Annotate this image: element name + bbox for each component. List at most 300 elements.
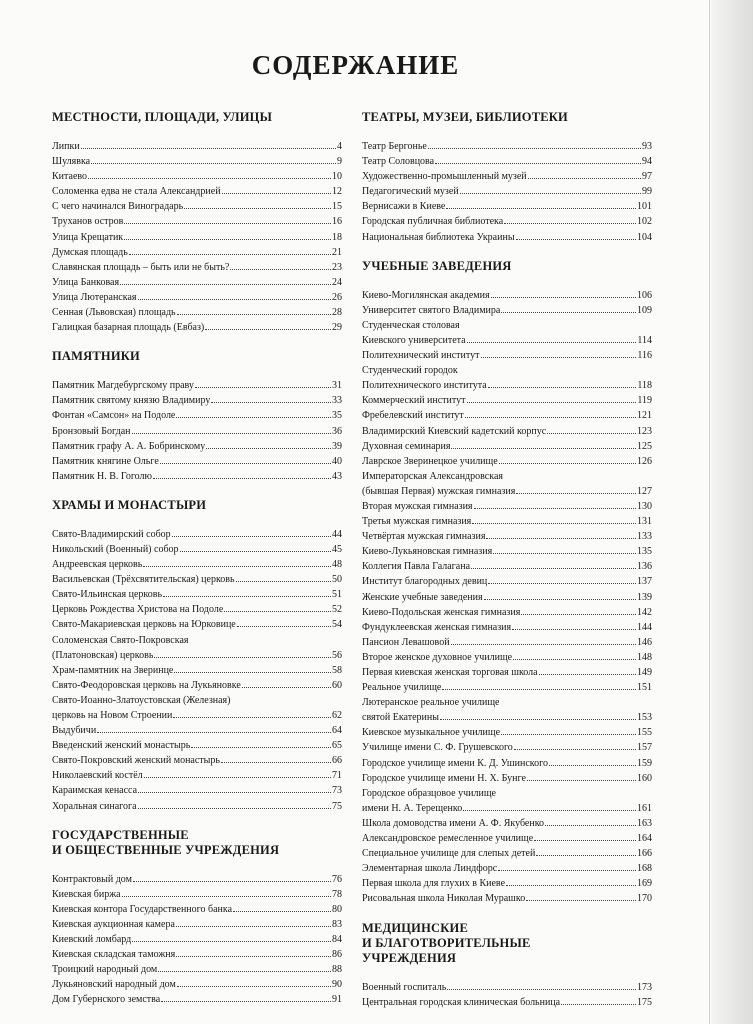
page-number: 157 bbox=[637, 742, 652, 754]
entry-title: Фонтан «Самсон» на Подоле bbox=[52, 410, 176, 422]
toc-entry bbox=[52, 214, 342, 229]
entry-title: Художественно-промышленный музей bbox=[362, 171, 527, 183]
dot-leader bbox=[501, 312, 636, 313]
dot-leader bbox=[124, 223, 331, 224]
dot-leader bbox=[122, 896, 331, 897]
toc-entry bbox=[52, 139, 342, 154]
toc-entry bbox=[52, 693, 342, 708]
dot-leader bbox=[206, 448, 331, 449]
page-number: 51 bbox=[332, 589, 342, 601]
entry-title: Реальное училище bbox=[362, 682, 442, 694]
page-number: 86 bbox=[332, 949, 342, 961]
dot-leader bbox=[435, 163, 641, 164]
dot-leader bbox=[222, 193, 331, 194]
dot-leader bbox=[460, 193, 641, 194]
toc-entry bbox=[52, 260, 342, 275]
entry-title: Первая школа для глухих в Киеве bbox=[362, 878, 506, 890]
toc-entry bbox=[362, 995, 652, 1010]
toc-entry bbox=[52, 602, 342, 617]
toc-entry bbox=[362, 348, 652, 363]
toc-entry bbox=[52, 199, 342, 214]
page-number: 130 bbox=[637, 500, 652, 512]
page-number: 50 bbox=[332, 574, 342, 586]
dot-leader bbox=[180, 551, 331, 552]
dot-leader bbox=[176, 956, 331, 957]
dot-leader bbox=[491, 297, 636, 298]
dot-leader bbox=[442, 689, 636, 690]
toc-entry bbox=[362, 439, 652, 454]
entry-title: Вернисажи в Киеве bbox=[362, 201, 446, 213]
entry-title: Лукьяновский народный дом bbox=[52, 979, 176, 991]
dot-leader bbox=[195, 387, 331, 388]
page-number: 40 bbox=[332, 455, 342, 467]
page-number: 153 bbox=[637, 712, 652, 724]
entry-title: Четвёртая мужская гимназия bbox=[362, 531, 486, 543]
dot-leader bbox=[506, 885, 636, 886]
entry-title: Городская публичная библиотека bbox=[362, 216, 504, 228]
page-number: 125 bbox=[637, 440, 652, 452]
toc-entry bbox=[362, 740, 652, 755]
toc-entry bbox=[52, 154, 342, 169]
toc-entry bbox=[362, 816, 652, 831]
dot-leader bbox=[499, 463, 636, 464]
dot-leader bbox=[488, 387, 637, 388]
dot-leader bbox=[549, 765, 636, 766]
entry-title: Свято-Владимирский собор bbox=[52, 528, 171, 540]
dot-leader bbox=[143, 566, 331, 567]
entry-title: Памятник княгине Ольге bbox=[52, 455, 159, 467]
entry-title: Пансион Левашовой bbox=[362, 636, 450, 648]
page-number: 33 bbox=[332, 395, 342, 407]
page-number: 88 bbox=[332, 964, 342, 976]
page-number: 173 bbox=[637, 981, 652, 993]
entry-title: Сенная (Львовская) площадь bbox=[52, 307, 176, 319]
page-number: 83 bbox=[332, 918, 342, 930]
toc-entry bbox=[362, 469, 652, 484]
entry-title: Специальное училище для слепых детей bbox=[362, 848, 536, 860]
page-number: 15 bbox=[332, 201, 342, 213]
entry-title: Караимская кенасса bbox=[52, 785, 138, 797]
entry-title: Фундуклеевская женская гимназия bbox=[362, 621, 512, 633]
dot-leader bbox=[472, 523, 636, 524]
entry-title: Императорская Александровская bbox=[362, 470, 503, 482]
page-number: 151 bbox=[637, 682, 652, 694]
toc-entry bbox=[52, 962, 342, 977]
dot-leader bbox=[237, 626, 331, 627]
page-number: 109 bbox=[637, 304, 652, 316]
toc-entry bbox=[362, 288, 652, 303]
dot-leader bbox=[484, 599, 636, 600]
dot-leader bbox=[428, 148, 641, 149]
page-number: 18 bbox=[332, 231, 342, 243]
page-number: 93 bbox=[642, 141, 652, 152]
toc-section bbox=[362, 110, 652, 245]
toc-entry bbox=[52, 587, 342, 602]
entry-title: Лютеранское реальное училище bbox=[362, 697, 500, 709]
page-number: 126 bbox=[637, 455, 652, 467]
entry-title: Улица Банковая bbox=[52, 276, 120, 288]
toc-entry bbox=[52, 648, 342, 663]
entry-title: Второе женское духовное училище bbox=[362, 651, 513, 663]
page-number: 160 bbox=[637, 772, 652, 784]
toc-entry bbox=[52, 542, 342, 557]
dot-leader bbox=[163, 596, 331, 597]
dot-leader bbox=[154, 657, 331, 658]
page-number: 12 bbox=[332, 186, 342, 198]
toc-entry bbox=[52, 378, 342, 393]
right-column bbox=[362, 110, 652, 1024]
entry-title: Шулявка bbox=[52, 156, 91, 168]
dot-leader bbox=[488, 583, 636, 584]
entry-title: Памятник Магдебургскому праву bbox=[52, 380, 194, 392]
toc-entry bbox=[362, 169, 652, 184]
entry-title: Киевская биржа bbox=[52, 888, 121, 900]
dot-leader bbox=[81, 148, 336, 149]
page-number: 127 bbox=[637, 485, 652, 497]
entry-title: Театр Бергонье bbox=[362, 141, 427, 152]
entry-title: Славянская площадь – быть или не быть? bbox=[52, 261, 230, 273]
dot-leader bbox=[88, 178, 331, 179]
toc-entry bbox=[362, 559, 652, 574]
page-number: 94 bbox=[642, 156, 652, 168]
entry-title: Улица Лютеранская bbox=[52, 291, 137, 303]
page-number: 133 bbox=[637, 531, 652, 543]
page-number: 23 bbox=[332, 261, 342, 273]
entry-title: Киево-Могилянская академия bbox=[362, 289, 490, 301]
toc-section bbox=[362, 259, 652, 907]
toc-entry bbox=[52, 872, 342, 887]
dot-leader bbox=[205, 329, 331, 330]
dot-leader bbox=[174, 672, 331, 673]
dot-leader bbox=[527, 780, 636, 781]
dot-leader bbox=[481, 357, 637, 358]
toc-entry bbox=[52, 320, 342, 335]
page-number: 135 bbox=[637, 546, 652, 558]
page-number: 102 bbox=[637, 216, 652, 228]
toc-entry bbox=[362, 665, 652, 680]
toc-entry bbox=[52, 678, 342, 693]
toc-entry bbox=[362, 801, 652, 816]
toc-entry bbox=[362, 393, 652, 408]
page-number: 28 bbox=[332, 307, 342, 319]
entry-title: Храм-памятник на Зверинце bbox=[52, 664, 174, 676]
entry-title: Улица Крещатик bbox=[52, 231, 124, 243]
dot-leader bbox=[236, 581, 331, 582]
entry-title: Соломенская Свято-Покровская bbox=[52, 634, 189, 646]
page-number: 75 bbox=[332, 800, 342, 812]
toc-entry bbox=[52, 469, 342, 484]
page-number: 166 bbox=[637, 848, 652, 860]
entry-title: Национальная библиотека Украины bbox=[362, 231, 515, 243]
entry-title: Памятник Н. В. Гоголю bbox=[52, 470, 152, 482]
page-number: 71 bbox=[332, 770, 342, 782]
toc-entry bbox=[52, 454, 342, 469]
page-number: 90 bbox=[332, 979, 342, 991]
dot-leader bbox=[526, 900, 636, 901]
dot-leader bbox=[133, 881, 331, 882]
entry-title: Памятник графу А. А. Бобринскому bbox=[52, 440, 206, 452]
entry-title: Лаврское Зверинецкое училище bbox=[362, 455, 498, 467]
dot-leader bbox=[124, 239, 331, 240]
toc-entry bbox=[362, 230, 652, 245]
toc-entry bbox=[52, 723, 342, 738]
toc-entry bbox=[362, 635, 652, 650]
page-title: СОДЕРЖАНИЕ bbox=[251, 50, 460, 80]
page-number: 97 bbox=[642, 171, 652, 183]
toc-entry bbox=[52, 572, 342, 587]
dot-leader bbox=[221, 762, 331, 763]
toc-section bbox=[52, 110, 342, 335]
entry-title: Свято-Феодоровская церковь на Лукьяновке bbox=[52, 679, 241, 691]
toc-entry bbox=[52, 275, 342, 290]
entry-title: Киевская контора Государственного банка bbox=[52, 903, 233, 915]
toc-entry bbox=[362, 590, 652, 605]
page-number: 16 bbox=[332, 216, 342, 228]
page-number: 116 bbox=[637, 350, 652, 362]
toc-entry bbox=[52, 439, 342, 454]
section-heading: МЕСТНОСТИ, ПЛОЩАДИ, УЛИЦЫ bbox=[52, 110, 273, 124]
page-number: 161 bbox=[637, 802, 652, 814]
entry-title: Думская площадь bbox=[52, 246, 128, 258]
entry-title: Военный госпиталь bbox=[362, 981, 447, 993]
toc-entry bbox=[52, 977, 342, 992]
page-number: 4 bbox=[337, 141, 342, 152]
toc-entry bbox=[362, 318, 652, 333]
toc-entry bbox=[52, 947, 342, 962]
entry-title: Политехнический институт bbox=[362, 350, 480, 362]
entry-title: Третья мужская гимназия bbox=[362, 516, 472, 528]
page-number: 76 bbox=[332, 873, 342, 885]
page-number: 58 bbox=[332, 664, 342, 676]
page-number: 106 bbox=[637, 289, 652, 301]
section-heading: МЕДИЦИНСКИЕ И БЛАГОТВОРИТЕЛЬНЫЕ УЧРЕЖДЕНИЯ bbox=[362, 920, 531, 965]
page-number: 29 bbox=[332, 322, 342, 334]
toc-entry bbox=[52, 799, 342, 814]
entry-title: Коммерческий институт bbox=[362, 395, 466, 407]
binding-edge bbox=[709, 0, 710, 1024]
dot-leader bbox=[138, 792, 331, 793]
page-number: 80 bbox=[332, 903, 342, 915]
section-heading: ТЕАТРЫ, МУЗЕИ, БИБЛИОТЕКИ bbox=[362, 110, 568, 124]
entry-title: Студенческий городок bbox=[362, 365, 458, 377]
toc-entry bbox=[362, 725, 652, 740]
entry-title: Женские учебные заведения bbox=[362, 591, 483, 603]
toc-entry bbox=[52, 992, 342, 1007]
toc-entry bbox=[52, 887, 342, 902]
dot-leader bbox=[446, 208, 636, 209]
entry-title: Киевская складская таможня bbox=[52, 949, 176, 961]
dot-leader bbox=[539, 674, 636, 675]
page-number: 44 bbox=[332, 528, 342, 540]
entry-title: святой Екатерины bbox=[362, 712, 439, 724]
entry-title: Хоральная синагога bbox=[52, 800, 137, 812]
page-number: 60 bbox=[332, 679, 342, 691]
entry-title: Театр Соловцова bbox=[362, 156, 435, 168]
entry-title: Соломенка едва не стала Александрией bbox=[52, 186, 221, 198]
section-heading: УЧЕБНЫЕ ЗАВЕДЕНИЯ bbox=[362, 258, 512, 273]
toc-entry bbox=[52, 305, 342, 320]
toc-section bbox=[52, 349, 342, 484]
toc-entry bbox=[52, 617, 342, 632]
toc-entry bbox=[52, 663, 342, 678]
page-number: 121 bbox=[637, 410, 652, 422]
entry-title: Киевская аукционная камера bbox=[52, 918, 175, 930]
page-number: 24 bbox=[332, 276, 342, 288]
toc-entry bbox=[52, 290, 342, 305]
dot-leader bbox=[512, 629, 636, 630]
dot-leader bbox=[211, 402, 331, 403]
toc-entry bbox=[52, 230, 342, 245]
entry-title: Рисовальная школа Николая Мурашко bbox=[362, 893, 526, 905]
page-number: 65 bbox=[332, 740, 342, 752]
toc-entry bbox=[52, 424, 342, 439]
entry-title: Свято-Макариевская церковь на Юрковице bbox=[52, 619, 236, 631]
dot-leader bbox=[132, 433, 331, 434]
section-heading: ПАМЯТНИКИ bbox=[52, 349, 140, 364]
page-number: 119 bbox=[637, 395, 652, 407]
section-heading: ХРАМЫ И МОНАСТЫРИ bbox=[52, 497, 207, 512]
dot-leader bbox=[91, 163, 336, 164]
page-number: 148 bbox=[637, 651, 652, 663]
dot-leader bbox=[176, 417, 331, 418]
page-number: 159 bbox=[637, 757, 652, 769]
page-number: 169 bbox=[637, 878, 652, 890]
dot-leader bbox=[471, 568, 636, 569]
toc-entry bbox=[52, 393, 342, 408]
toc-section bbox=[362, 921, 652, 1010]
toc-entry bbox=[362, 756, 652, 771]
dot-leader bbox=[545, 825, 636, 826]
page-number: 146 bbox=[637, 636, 652, 648]
entry-title: Духовная семинария bbox=[362, 440, 451, 452]
toc-entry bbox=[52, 917, 342, 932]
dot-leader bbox=[440, 719, 636, 720]
entry-title: Городское училище имени Н. Х. Бунге bbox=[362, 772, 526, 784]
entry-title: Университет святого Владимира bbox=[362, 304, 501, 316]
toc-entry bbox=[52, 245, 342, 260]
page-number: 9 bbox=[337, 156, 342, 168]
entry-title: Галицкая базарная площадь (Евбаз) bbox=[52, 322, 205, 334]
page-number: 114 bbox=[637, 334, 652, 346]
toc-entry bbox=[362, 876, 652, 891]
entry-title: Николаевский костёл bbox=[52, 770, 143, 782]
section-heading: ГОСУДАРСТВЕННЫЕ И ОБЩЕСТВЕННЫЕ УЧРЕЖДЕНИЯ bbox=[52, 827, 280, 857]
dot-leader bbox=[242, 687, 331, 688]
entry-title: Васильевская (Трёхсвятительская) церковь bbox=[52, 574, 235, 586]
entry-title: Педагогический музей bbox=[362, 186, 459, 198]
page-number: 10 bbox=[332, 171, 342, 183]
entry-title: Элементарная школа Линдфорс bbox=[362, 863, 498, 875]
dot-leader bbox=[451, 644, 636, 645]
page-number: 144 bbox=[637, 621, 652, 633]
page-number: 48 bbox=[332, 559, 342, 571]
entry-title: Институт благородных девиц bbox=[362, 576, 488, 588]
dot-leader bbox=[172, 536, 331, 537]
dot-leader bbox=[521, 614, 636, 615]
dot-leader bbox=[528, 178, 641, 179]
toc-entry bbox=[52, 527, 342, 542]
page-number: 163 bbox=[637, 817, 652, 829]
left-column bbox=[52, 110, 342, 1022]
page-number: 118 bbox=[637, 380, 652, 392]
dot-leader bbox=[233, 911, 331, 912]
toc-entry bbox=[52, 408, 342, 423]
page-number: 91 bbox=[332, 994, 342, 1006]
page-number: 164 bbox=[637, 833, 652, 845]
page-number: 52 bbox=[332, 604, 342, 616]
toc-entry bbox=[362, 680, 652, 695]
dot-leader bbox=[97, 732, 331, 733]
dot-leader bbox=[132, 941, 331, 942]
dot-leader bbox=[224, 611, 331, 612]
page-number: 155 bbox=[637, 727, 652, 739]
page-number: 35 bbox=[332, 410, 342, 422]
entry-title: Городское училище имени К. Д. Ушинского bbox=[362, 757, 548, 769]
page-number: 149 bbox=[637, 667, 652, 678]
toc-entry bbox=[52, 902, 342, 917]
toc-entry bbox=[52, 783, 342, 798]
entry-title: Городское образцовое училище bbox=[362, 787, 496, 799]
dot-leader bbox=[158, 971, 331, 972]
toc-entry bbox=[362, 695, 652, 710]
dot-leader bbox=[534, 840, 636, 841]
entry-title: Свято-Ильинская церковь bbox=[52, 589, 163, 601]
dot-leader bbox=[184, 208, 331, 209]
page-number: 137 bbox=[637, 576, 652, 588]
toc-entry bbox=[362, 454, 652, 469]
toc-section bbox=[52, 498, 342, 814]
dot-leader bbox=[474, 508, 636, 509]
toc-entry bbox=[362, 333, 652, 348]
toc-entry bbox=[52, 932, 342, 947]
entry-title: Фребелевский институт bbox=[362, 410, 464, 422]
page-number: 104 bbox=[637, 231, 652, 243]
entry-title: Китаево bbox=[52, 171, 88, 183]
page-number: 78 bbox=[332, 888, 342, 900]
entry-title: Александровское ремесленное училище bbox=[362, 833, 534, 845]
page-number: 73 bbox=[332, 785, 342, 797]
entry-title: Первая киевская женская торговая школа bbox=[362, 667, 538, 678]
dot-leader bbox=[498, 870, 636, 871]
dot-leader bbox=[191, 747, 331, 748]
toc-entry bbox=[362, 831, 652, 846]
page-number: 39 bbox=[332, 440, 342, 452]
toc-entry bbox=[362, 786, 652, 801]
dot-leader bbox=[561, 1004, 636, 1005]
entry-title: Бронзовый Богдан bbox=[52, 425, 131, 437]
entry-title: Андреевская церковь bbox=[52, 559, 143, 571]
page-number: 139 bbox=[637, 591, 652, 603]
dot-leader bbox=[467, 342, 637, 343]
entry-title: имени Н. А. Терещенко bbox=[362, 802, 463, 814]
dot-leader bbox=[138, 299, 332, 300]
toc-entry bbox=[362, 303, 652, 318]
entry-title: Центральная городская клиническая больница bbox=[362, 996, 561, 1008]
dot-leader bbox=[144, 777, 331, 778]
page-number: 142 bbox=[637, 606, 652, 618]
entry-title: Училище имени С. Ф. Грушевского bbox=[362, 742, 513, 754]
dot-leader bbox=[516, 239, 636, 240]
entry-title: церковь на Новом Строении bbox=[52, 710, 173, 721]
toc-entry bbox=[362, 620, 652, 635]
entry-title: Политехнического института bbox=[362, 380, 487, 392]
toc-entry bbox=[362, 378, 652, 393]
dot-leader bbox=[465, 417, 636, 418]
entry-title: Киевский ломбард bbox=[52, 934, 132, 946]
entry-title: Выдубичи bbox=[52, 725, 97, 737]
toc-entry bbox=[362, 529, 652, 544]
entry-title: Киево-Лукьяновская гимназия bbox=[362, 546, 493, 558]
